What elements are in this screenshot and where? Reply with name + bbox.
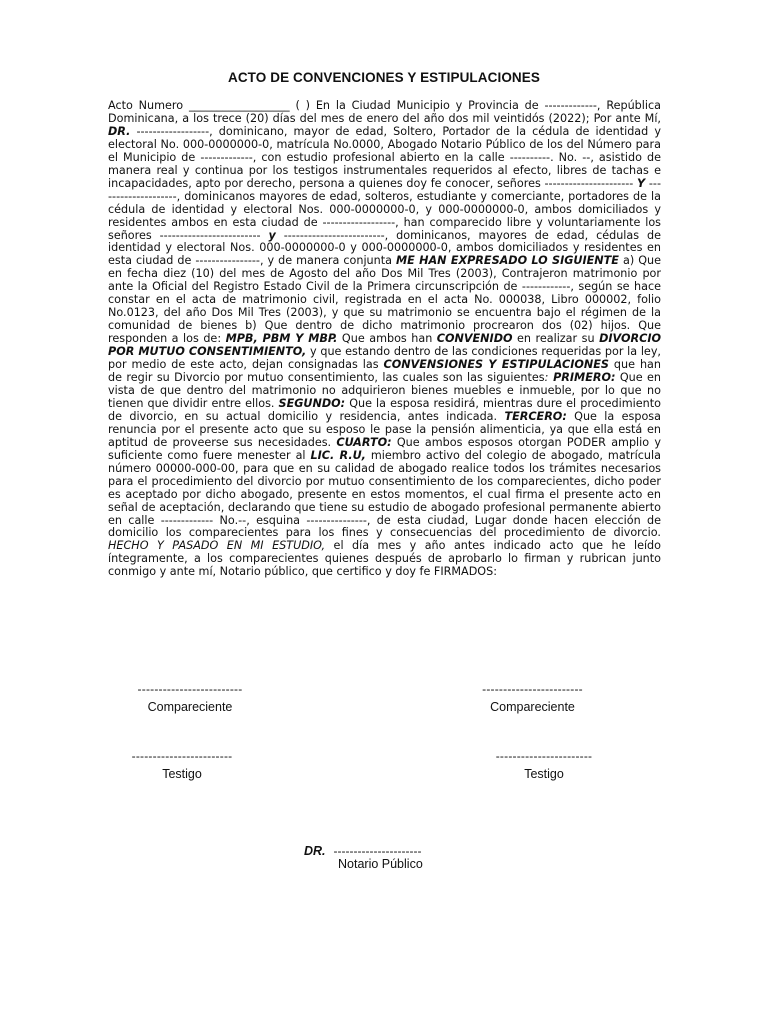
body-text-segment: el día mes y año antes indicado acto que he leído íntegramente, a los comparecientes quienes después de aprobarlo lo firman y rubrican junto conmigo y ante mí, Notario público, que certifico y doy fe FIRMADOS: xyxy=(108,539,662,579)
body-text-segment: Que ambos esposos otorgan PODER amplio y suficiente como fuere menester al xyxy=(108,435,662,462)
conjunction-emphasis: y xyxy=(268,228,276,242)
signature-block-testigo-right xyxy=(470,749,618,781)
notary-signature-line xyxy=(304,844,421,858)
signature-label: Compareciente xyxy=(147,700,233,714)
signature-line: ------------------------ xyxy=(482,682,583,696)
signature-line: ------------------------ xyxy=(131,749,233,763)
body-text-segment: ------------------, dominicano, mayor de edad, Soltero, Portador de la cédula de identidad y electoral No. 000-0000000-0, matrícula No.0000, Abogado Notario Público de los del Número para el Municipio de -------------, con estudio profesional abierto en la calle ----------. No. --, asistido de manera real y continua por los testigos instrumentales requeridos al efecto, libres de tachas e incapacidades, apto por derecho, persona a quienes doy fe conocer, señores ---------------------- xyxy=(108,124,661,190)
document-title: ACTO DE CONVENCIONES Y ESTIPULACIONES xyxy=(227,70,540,85)
body-text-segment: -------------------------, dominicanos, mayores de edad, cédulas de identidad y electoral Nos. 000-0000000-0 y 000-0000000-0, ambos domiciliados y residentes en esta ciudad de ----------------, y de manera conjunta xyxy=(108,228,662,268)
signature-block-compareciente-right xyxy=(455,682,610,714)
notary-label: Notario Público xyxy=(338,857,423,871)
convenido-emphasis: CONVENIDO xyxy=(436,332,513,346)
clause-cuarto-heading: CUARTO: xyxy=(336,435,392,449)
expresado-emphasis: ME HAN EXPRESADO LO SIGUIENTE xyxy=(395,254,619,268)
body-text-segment: Que la esposa residirá, mientras dure el procedimiento de divorcio, en su actual domicilio y residencia, antes indicada. xyxy=(108,396,661,423)
clause-segundo-heading: SEGUNDO: xyxy=(278,396,346,410)
children-initials-emphasis: MPB, PBM Y MBP. xyxy=(225,332,338,346)
convensiones-emphasis: CONVENSIONES Y ESTIPULACIONES xyxy=(383,358,609,372)
body-text-segment: miembro activo del colegio de abogado, matrícula número 00000-000-00, para que en su calidad de abogado realice todos los trámites necesarios para el procedimiento del divorcio por mutuo consentimiento de los comparecientes, dicho poder es aceptado por dicho abogado, presente en estos momentos, el cual firma el presente acto en señal de aceptación, declarando que tiene su estudio de abogado profesional permanente abierto en calle ------------- No.--, esquina ---------------, de esta ciudad, Lugar donde hacen elección de domicilio los comparecientes para los fines y consecuencias del procedimiento de divorcio. xyxy=(108,448,661,540)
body-text-segment: a) Que en fecha diez (10) del mes de Agosto del año Dos Mil Tres (2003), Contrajeron matrimonio por ante la Oficial del Registro Estado Civil de la Primera circunscripción de ------------, según se hace constar en el acta de matrimonio civil, registrada en el acta No. 000038, Libro 000002, folio No.0123, del año Dos Mil Tres (2003), y que su matrimonio se encuentra bajo el régimen de la comunidad de bienes b) Que dentro de dicho matrimonio procrearon dos (02) hijos. Que responden a los de: xyxy=(108,254,661,346)
clause-tercero-heading: TERCERO: xyxy=(504,409,567,423)
signature-label: Compareciente xyxy=(490,700,575,714)
divorcio-emphasis: DIVORCIO POR MUTUO CONSENTIMIENTO, xyxy=(108,332,661,359)
body-text-segment: que han de regir su Divorcio por mutuo consentimiento, las cuales son las siguientes xyxy=(108,358,661,385)
signature-line: ---------------------- xyxy=(333,844,422,858)
signature-label: Testigo xyxy=(162,767,202,781)
body-text-segment: Acto Numero __________________ ( ) En la Ciudad Municipio y Provincia de -------------, República Dominicana, a los trece (20) días del mes de enero del año dos mil veintidós (2022); Por ante Mí, xyxy=(108,99,661,125)
lawyer-name-emphasis: LIC. R.U, xyxy=(310,448,366,462)
clause-primero-heading: PRIMERO: xyxy=(548,371,616,385)
signature-line: ----------------------- xyxy=(495,749,593,763)
document-body xyxy=(108,100,661,579)
notary-title-prefix: DR. xyxy=(304,844,326,858)
colon-emphasis: : xyxy=(544,371,549,385)
body-text-segment: y que estando dentro de las condiciones requeridas por la ley, por medio de este acto, dejan consignadas las xyxy=(108,345,661,372)
body-text-segment: --------------------, dominicanos mayores de edad, solteros, estudiante y comerciante, portadores de la cédula de identidad y electoral Nos. 000-0000000-0, y 000-0000000-0, ambos domiciliados y residentes ambos en esta ciudad de ------------------, han comparecido libre y voluntariamente los señores ------------------------- xyxy=(108,176,661,242)
body-text-segment: Que ambos han xyxy=(337,332,437,346)
conjunction-emphasis: Y xyxy=(637,176,646,190)
hecho-emphasis: HECHO Y PASADO EN MI ESTUDIO, xyxy=(108,539,326,553)
signature-line: ------------------------- xyxy=(137,682,243,696)
body-text-segment: en realizar su xyxy=(512,332,600,346)
notary-name-emphasis: DR. xyxy=(108,124,131,138)
body-text-segment: Que en vista de que dentro del matrimonio no adquirieron bienes muebles e inmueble, por lo que no tienen que dividir entre ellos. xyxy=(108,371,661,410)
signature-block-compareciente-left xyxy=(110,682,270,714)
signature-label: Testigo xyxy=(524,767,564,781)
body-text-segment: Que la esposa renuncia por el presente acto que su esposo le pase la pensión alimenticia, ya que ella está en aptitud de proveerse sus necesidades. xyxy=(108,409,661,449)
signature-block-testigo-left xyxy=(106,749,258,781)
